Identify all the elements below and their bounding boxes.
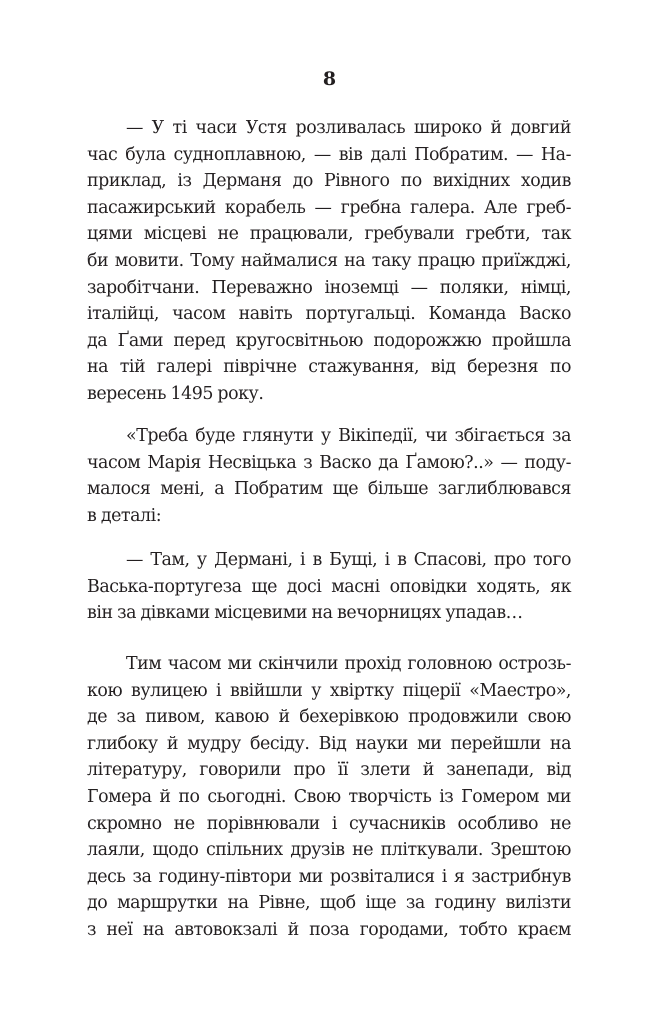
text-line: да Ґами перед кругосвітньою подорожжю пройшла	[87, 330, 571, 351]
text-line: — Там, у Дермані, і в Бущі, і в Спасові, про того	[126, 550, 571, 570]
text-line: літературу, говорили про її злети й занепади, від	[87, 760, 571, 781]
text-line: часом Марія Несвіцька з Васко да Ґамою?..» — поду-	[87, 452, 571, 473]
paragraph-1	[87, 115, 571, 408]
text-line: цями місцеві не працювали, гребували гребти, так	[87, 224, 571, 245]
text-line: «Треба буде глянути у Вікіпедії, чи збігається за	[126, 426, 571, 446]
paragraph-2	[87, 423, 571, 529]
text-line: Васька-португеза ще досі масні оповідки ходять, як	[87, 576, 571, 597]
text-line: би мовити. Тому наймалися на таку працю приїжджі,	[87, 250, 571, 271]
page-number: 8	[322, 68, 337, 90]
text-line: лаяли, щодо спільних друзів не пліткували. Зрештою	[87, 840, 571, 861]
text-line: Гомера й по сьогодні. Свою творчість із Гомером ми	[87, 786, 571, 807]
paragraph-4	[87, 651, 571, 944]
paragraph-3	[87, 547, 571, 627]
text-line: італійці, часом навіть португальці. Команда Васко	[87, 304, 571, 325]
text-line: малося мені, а Побратим ще більше заглиблювався	[87, 479, 571, 500]
text-line: час була судноплавною, — вів далі Побратим. — На-	[87, 144, 571, 165]
text-line: до маршрутки на Рівне, щоб іще за годину вилізти	[87, 893, 571, 914]
text-line: приклад, із Дерманя до Рівного по вихідних ходив	[87, 171, 571, 192]
text-line: глибоку й мудру бесіду. Від науки ми перейшли на	[87, 733, 571, 754]
text-line: він за дівками місцевими на вечорницях упадав…	[87, 603, 523, 624]
text-line: в деталі:	[87, 505, 162, 526]
text-line: де за пивом, кавою й бехерівкою продовжили свою	[87, 707, 571, 728]
text-line: на тій галері піврічне стажування, від березня по	[87, 357, 571, 378]
text-line: заробітчани. Переважно іноземці — поляки, німці,	[87, 277, 571, 298]
text-line: пасажирський корабель — гребна галера. Але греб-	[87, 197, 571, 218]
text-line: Тим часом ми скінчили прохід головною острозь-	[126, 654, 571, 674]
text-line: скромно не порівнювали і сучасників особливо не	[87, 813, 571, 834]
text-line: — У ті часи Устя розливалась широко й довгий	[126, 118, 571, 138]
text-line: з неї на автовокзалі й поза городами, тобто краєм	[87, 919, 571, 940]
text-line: вересень 1495 року.	[87, 383, 264, 404]
text-line: кою вулицею і ввійшли у хвіртку піцерії «Маестро»,	[87, 680, 571, 701]
text-line: десь за годину-півтори ми розвіталися і я застрибнув	[87, 866, 571, 887]
